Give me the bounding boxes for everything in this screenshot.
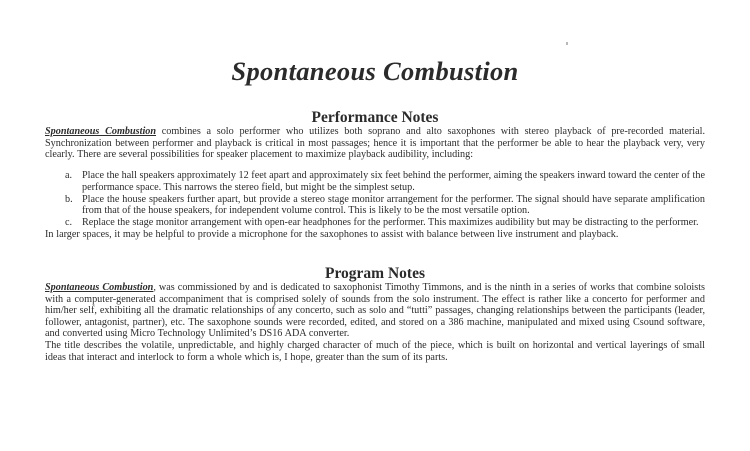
section-heading-program-notes: Program Notes (324, 265, 425, 283)
scan-artifact-speck (566, 42, 568, 45)
list-item (45, 170, 705, 193)
performance-notes-intro-paragraph (45, 126, 705, 161)
performance-notes-closing-paragraph: In larger spaces, it may be helpful to provide a microphone for the saxophones to assist with balance between live instrument and playback. (45, 229, 619, 241)
list-item-marker: b. (65, 193, 73, 205)
list-item (45, 194, 705, 217)
list-item-text: Replace the stage monitor arrangement with open-ear headphones for the performer. This maximizes audibility but may be distracting to the performer. (82, 217, 699, 229)
list-item-text: Place the house speakers further apart, but provide a stereo stage monitor arrangement for the performer. The signal should have separate amplification from that of the house speakers, for independent volume control. This is likely to be the most versatile option. (82, 193, 705, 217)
program-notes-intro-text: , was commissioned by and is dedicated to saxophonist Timothy Timmons, and is the ninth in a series of works that combine soloists with a computer-generated accompaniment that is comprised solely of sounds from the solo instrument. The effect is rather like a concerto for performer and him/her self, exhibiting all the dramatic relationships of any concerto, such as solo and “tutti” passages, changing relationships between the participants (leader, follower, antagonist, partner), etc. The saxophone sounds were recorded, edited, and stored on a 386 machine, manipulated and mixed using Csound software, and converted using Micro Technology Unlimited’s DS16 ADA converter. (45, 282, 705, 340)
program-notes-intro-paragraph (45, 282, 705, 340)
performance-notes-intro-text: combines a solo performer who utilizes both soprano and alto saxophones with stereo playback of pre-recorded material. Synchronization between performer and playback is critical in most passages; hence it is important that the performer be able to hear the playback very, very clearly. There are several possibilities for speaker placement to maximize playback audibility, including: (45, 126, 705, 161)
list-item-text: Place the hall speakers approximately 12 feet apart and approximately six feet behind the performer, aiming the speakers inward toward the center of the performance space. This narrows the stereo field, but might be the simplest setup. (82, 169, 705, 193)
work-title-reference: Spontaneous Combustion (45, 282, 154, 294)
list-item-marker: a. (65, 169, 73, 181)
program-notes-closing-paragraph: The title describes the volatile, unpredictable, and highly charged character of much of the piece, which is built on horizontal and vertical layerings of small ideas that interact and interlock to form a whole which is, I hope, greater than the sum of its parts. (45, 340, 705, 363)
list-item-marker: c. (65, 217, 73, 229)
page-title: Spontaneous Combustion (231, 56, 519, 86)
list-item (45, 217, 705, 229)
speaker-placement-options-list (45, 170, 705, 229)
work-title-reference: Spontaneous Combustion (45, 126, 157, 138)
section-heading-performance-notes: Performance Notes (311, 109, 439, 127)
